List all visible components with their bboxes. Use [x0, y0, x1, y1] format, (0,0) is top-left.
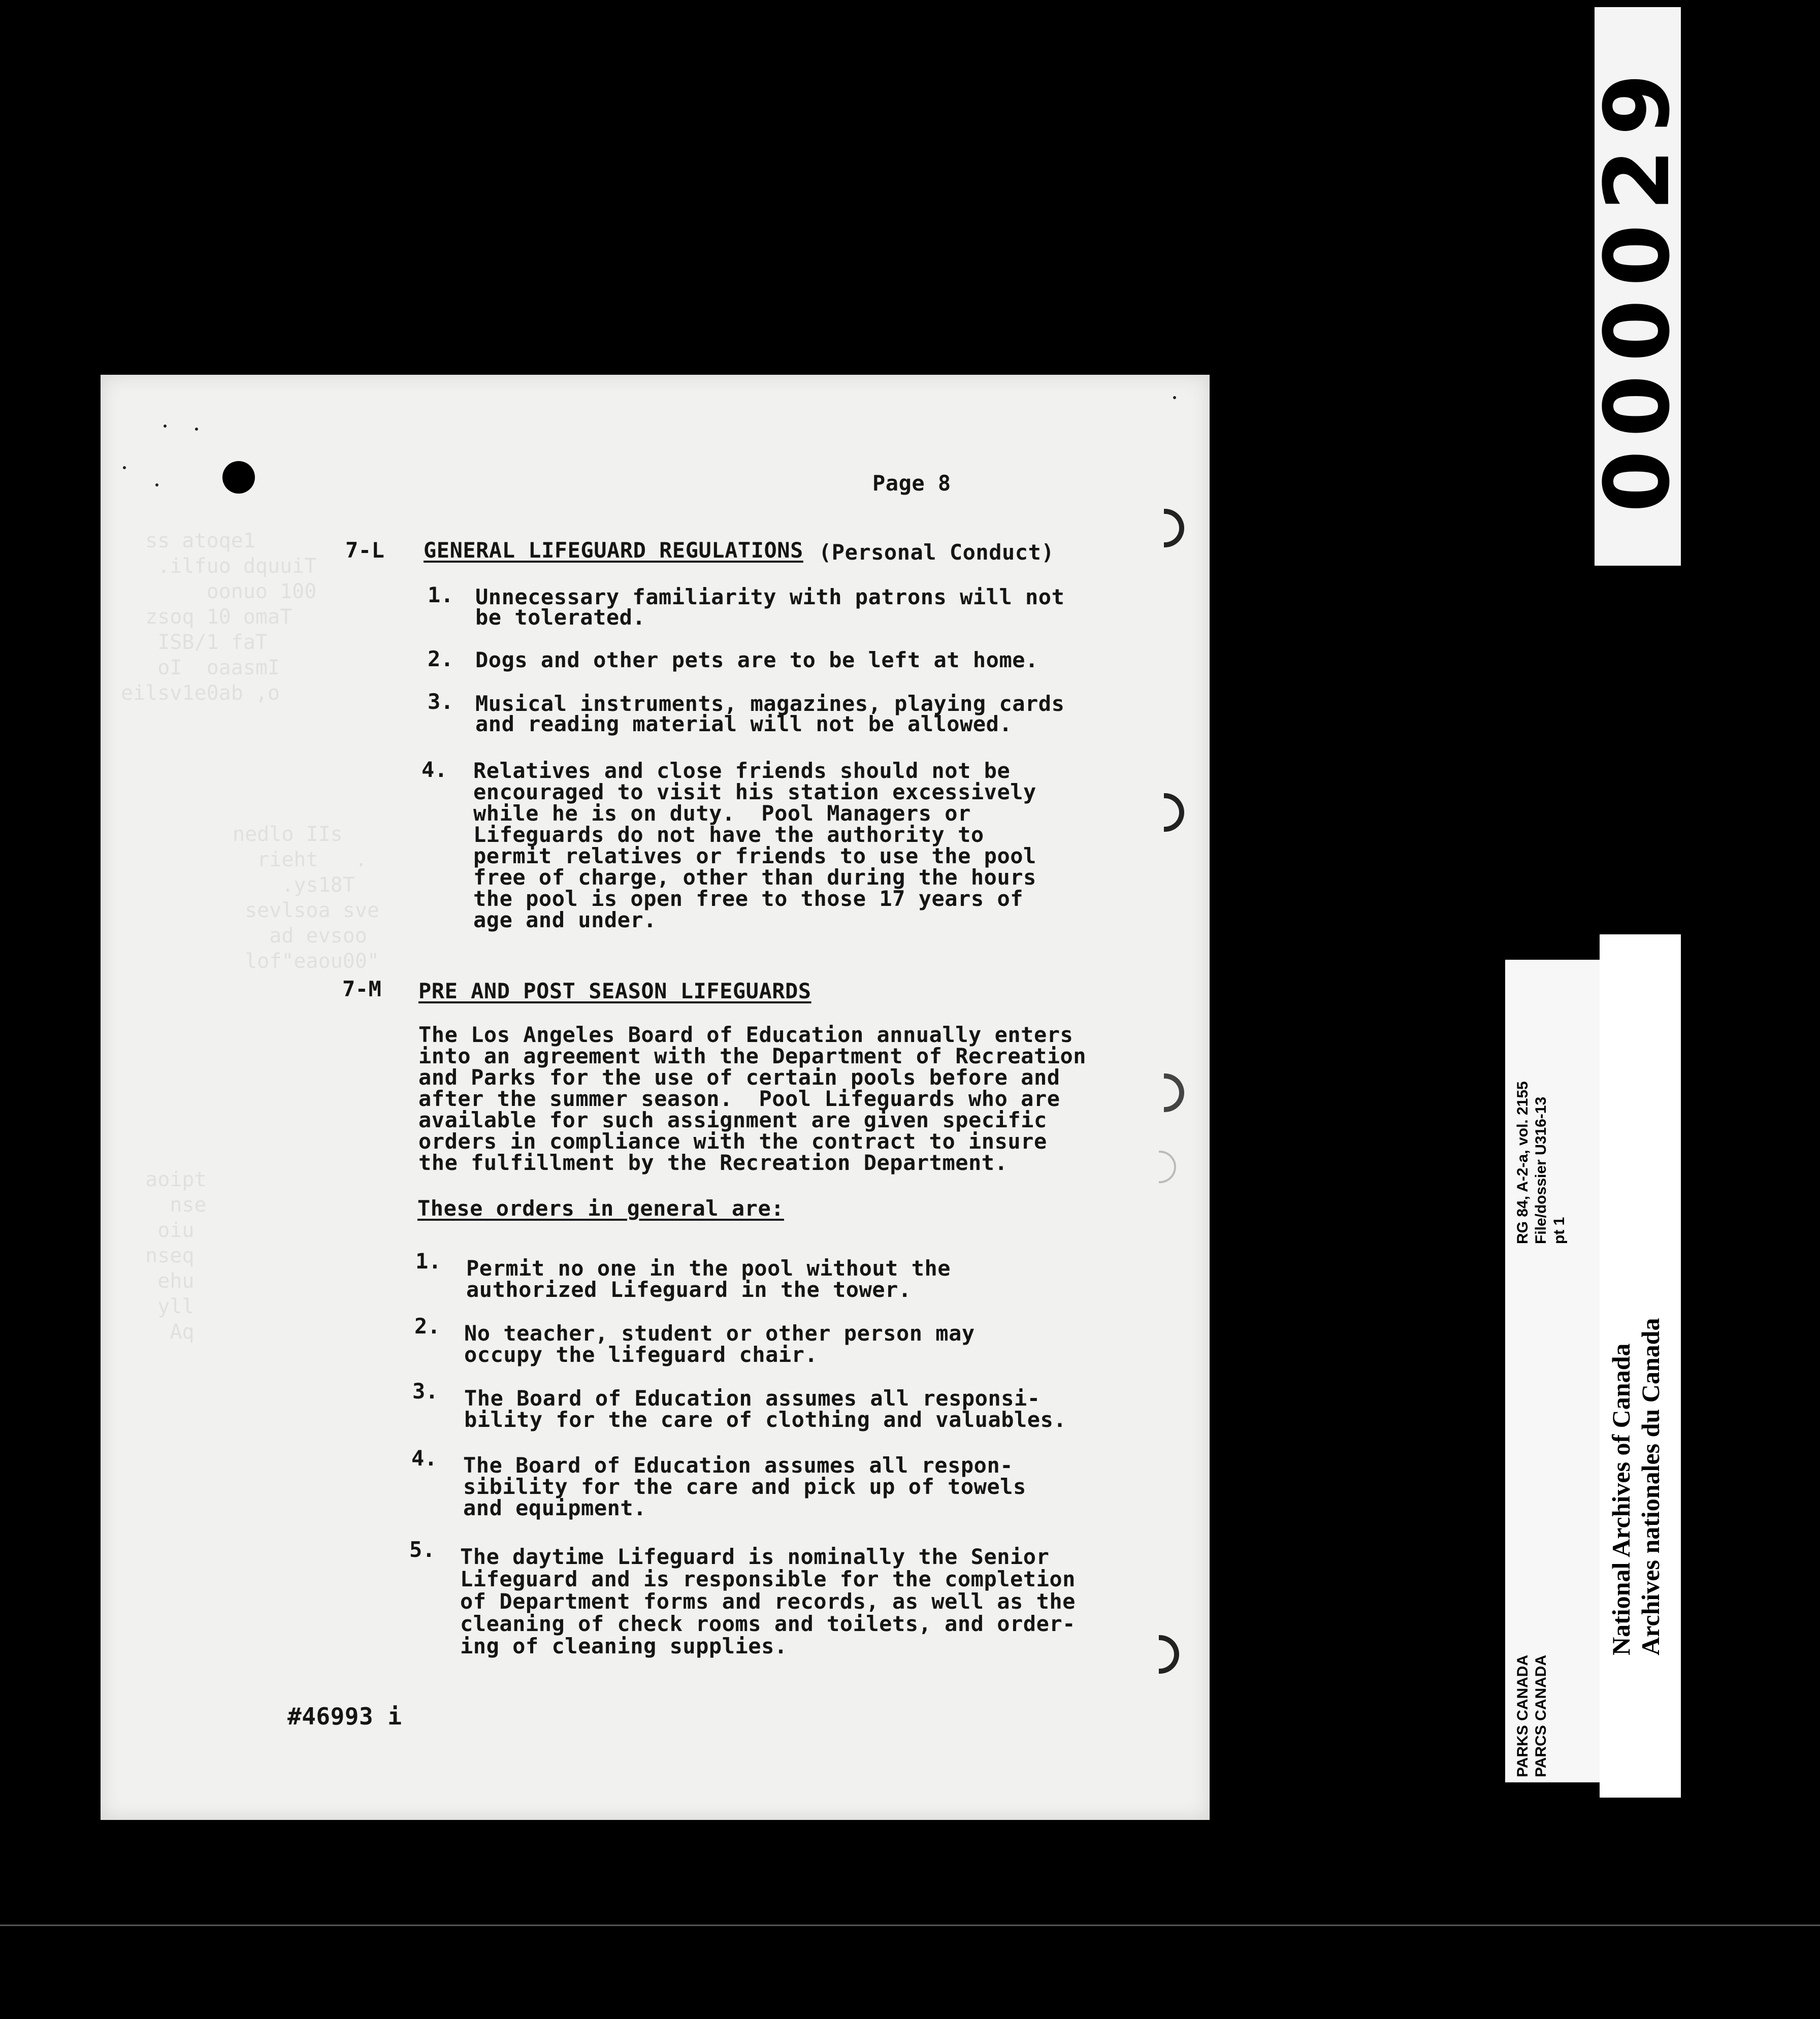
list-item-line: permit relatives or friends to use the pool: [473, 843, 1036, 868]
order-line: authorized Lifeguard in the tower.: [466, 1277, 912, 1302]
section-code-7m: 7-M: [342, 976, 382, 1001]
order-number: 4.: [411, 1446, 438, 1471]
paragraph-line: the fulfillment by the Recreation Department.: [418, 1150, 1008, 1175]
order-line: No teacher, student or other person may: [464, 1321, 975, 1346]
binder-mark: [1164, 509, 1184, 547]
institution-name-en: National Archives of Canada: [1607, 1343, 1635, 1655]
list-item-line: age and under.: [473, 907, 657, 932]
paragraph-line: and Parks for the use of certain pools before and: [418, 1065, 1060, 1090]
archive-owner-line: PARCS CANADA: [1533, 1654, 1549, 1777]
list-item-line: Relatives and close friends should not be: [473, 758, 1011, 783]
order-line: occupy the lifeguard chair.: [464, 1342, 818, 1367]
order-line: sibility for the care and pick up of towels: [463, 1474, 1026, 1499]
list-item-number: 3.: [428, 689, 454, 714]
order-line: ing of cleaning supplies.: [460, 1634, 788, 1658]
bleed-through-text: ss atoqe1 .ilfuo dquuiT oonuo 100 zsoq 10 omaT ISB/1 faT oI oaasmI eilsv1e0ab ,o: [121, 529, 317, 705]
paragraph-line: available for such assignment are given specific: [418, 1108, 1047, 1132]
list-item-number: 4.: [421, 757, 448, 782]
speck: [164, 425, 167, 428]
page-number: Page 8: [872, 471, 951, 496]
archive-owner-line: PARKS CANADA: [1514, 1654, 1531, 1777]
order-line: Permit no one in the pool without the: [466, 1256, 951, 1281]
order-number: 1.: [415, 1249, 442, 1274]
frame-number: 000029: [1585, 60, 1689, 513]
speck: [155, 483, 158, 486]
order-line: The daytime Lifeguard is nominally the Senior: [460, 1544, 1050, 1569]
order-line: cleaning of check rooms and toilets, and order-: [460, 1611, 1076, 1636]
section-heading-7m: PRE AND POST SEASON LIFEGUARDS: [418, 979, 811, 1003]
list-item-line: Lifeguards do not have the authority to: [473, 822, 984, 847]
bleed-through-text: aoipt nse oiu nseq ehu yll Aq: [145, 1168, 207, 1344]
speck: [123, 466, 126, 469]
institution-label: [1600, 934, 1681, 1798]
binder-mark: [1164, 793, 1184, 832]
frame-number-strip: [1585, 7, 1689, 566]
order-line: of Department forms and records, as well as the: [460, 1589, 1076, 1614]
list-item-line: Dogs and other pets are to be left at home.: [475, 647, 1038, 672]
binder-mark: [1159, 1151, 1176, 1183]
archive-label-card: [1505, 960, 1602, 1782]
list-item-line: and reading material will not be allowed.: [475, 711, 1013, 736]
list-item-line: while he is on duty. Pool Managers or: [473, 801, 971, 826]
archive-reference-line: RG 84, A-2-a, vol. 2155: [1514, 1081, 1531, 1244]
order-line: The Board of Education assumes all respon-: [463, 1453, 1014, 1478]
document-number: #46993 i: [287, 1703, 402, 1730]
section-heading-7l: GENERAL LIFEGUARD REGULATIONS: [424, 538, 803, 563]
institution-name-fr: Archives nationales du Canada: [1636, 1318, 1665, 1655]
order-line: The Board of Education assumes all responsi-: [464, 1386, 1041, 1411]
speck: [1173, 396, 1176, 399]
bleed-through-text: nedlo IIs rieht . .ys18T sevlsoa sve ad evsoo lof"eaou00": [233, 823, 379, 973]
list-item-line: encouraged to visit his station excessively: [473, 779, 1036, 804]
section-code-7l: 7-L: [345, 538, 385, 563]
speck: [195, 428, 198, 431]
archive-reference-line: pt 1: [1551, 1217, 1568, 1244]
paragraph-line: after the summer season. Pool Lifeguards who are: [418, 1086, 1060, 1111]
paragraph-line: The Los Angeles Board of Education annually enters: [418, 1022, 1074, 1047]
frame-edge-line: [0, 1925, 1820, 1926]
archive-reference-line: File/dossier U316-13: [1533, 1096, 1549, 1244]
list-item-number: 2.: [428, 646, 454, 671]
list-item-line: be tolerated.: [475, 605, 646, 630]
order-number: 3.: [412, 1379, 439, 1404]
list-item-line: the pool is open free to those 17 years of: [473, 886, 1024, 911]
section-heading-suffix: (Personal Conduct): [819, 540, 1055, 565]
binder-mark: [1164, 1073, 1184, 1112]
order-line: and equipment.: [463, 1495, 647, 1520]
order-line: Lifeguard and is responsible for the completion: [460, 1567, 1076, 1591]
order-line: bility for the care of clothing and valuables.: [464, 1407, 1067, 1432]
list-item-line: free of charge, other than during the hours: [473, 865, 1036, 890]
orders-heading: These orders in general are:: [417, 1196, 785, 1221]
order-number: 2.: [414, 1314, 441, 1339]
list-item-line: Unnecessary familiarity with patrons will not: [475, 584, 1065, 609]
list-item-line: Musical instruments, magazines, playing cards: [475, 691, 1065, 716]
binder-mark: [1159, 1635, 1179, 1674]
paragraph-line: into an agreement with the Department of Recreation: [418, 1044, 1087, 1068]
order-number: 5.: [409, 1537, 436, 1562]
paragraph-line: orders in compliance with the contract to insure: [418, 1129, 1047, 1154]
typed-page: [101, 375, 1210, 1820]
punch-hole: [222, 461, 255, 494]
list-item-number: 1.: [428, 582, 454, 607]
